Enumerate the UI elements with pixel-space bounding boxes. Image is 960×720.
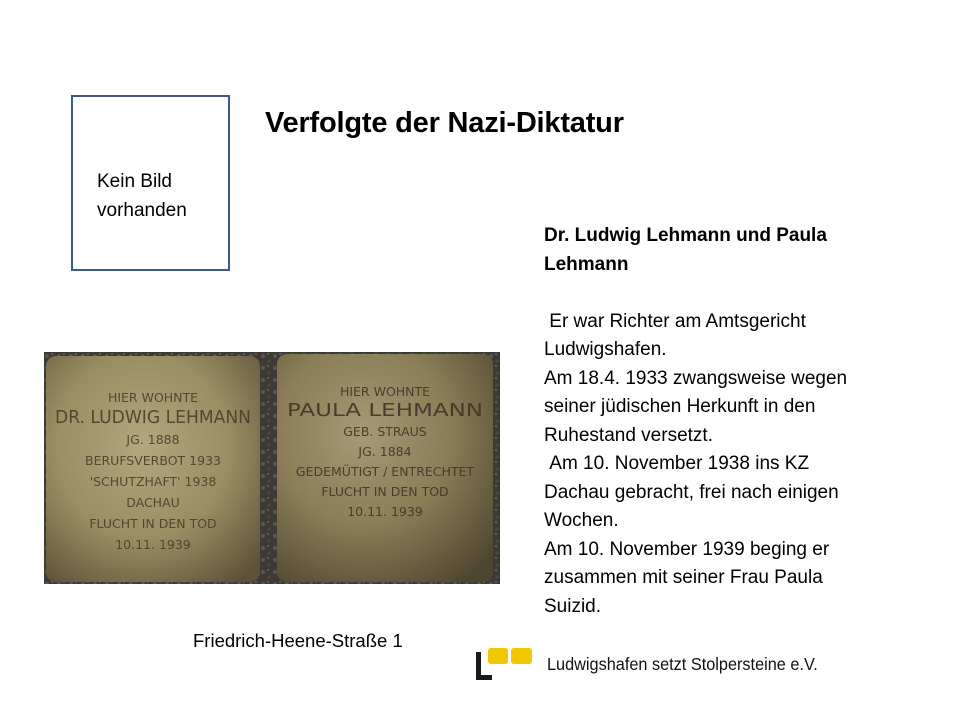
bio-line: Am 10. November 1939 beging er [544, 538, 830, 560]
stone-inscription-line: 'SCHUTZHAFT' 1938 [89, 474, 217, 489]
bio-line: Dachau gebracht, frei nach einigen [544, 481, 839, 503]
page-title: Verfolgte der Nazi-Diktatur [265, 107, 624, 139]
stone-inscription-line: JG. 1888 [126, 432, 180, 447]
bio-line: Ludwigshafen. [544, 339, 667, 360]
bio-line: Ruhestand versetzt. [544, 424, 713, 446]
bio-line: seiner jüdischen Herkunft in den [544, 396, 816, 417]
stolpersteine-image [44, 352, 500, 584]
placeholder-text [97, 167, 187, 225]
stone-inscription-line: DR. LUDWIG LEHMANN [55, 407, 251, 428]
bio-line: Am 10. November 1938 ins KZ [544, 453, 810, 474]
image-placeholder [71, 95, 230, 271]
biography-text [544, 222, 924, 621]
stone-inscription-line: FLUCHT IN DEN TOD [89, 516, 217, 531]
person-name-line-2: Lehmann [544, 253, 629, 275]
organization-name: Ludwigshafen setzt Stolpersteine e.V. [547, 654, 818, 674]
bio-line: Er war Richter am Amtsgericht [544, 310, 806, 332]
stone-inscription-line: DACHAU [126, 495, 180, 510]
stone-inscription-line: JG. 1884 [358, 444, 412, 459]
bio-line: Am 18.4. 1933 zwangsweise wegen [544, 367, 848, 389]
bio-line: Suizid. [544, 595, 602, 617]
placeholder-line-1: Kein Bild [97, 171, 172, 192]
stone-inscription-line: GEB. STRAUS [343, 424, 427, 439]
organization-logo [476, 646, 536, 682]
stone-inscription-line: FLUCHT IN DEN TOD [321, 484, 449, 499]
stone-inscription-line: PAULA LEHMANN [287, 400, 483, 421]
stone-inscription-line: HIER WOHNTE [107, 390, 199, 405]
stone-inscription-line: BERUFSVERBOT 1933 [85, 453, 221, 468]
bio-line: zusammen mit seiner Frau Paula [544, 567, 823, 588]
placeholder-line-2: vorhanden [97, 200, 187, 221]
address-caption: Friedrich-Heene-Straße 1 [193, 630, 403, 651]
bio-line: Wochen. [544, 510, 619, 531]
stolpersteine-photo [44, 352, 500, 584]
stone-inscription-line: 10.11. 1939 [115, 537, 191, 552]
stone-inscription-line: 10.11. 1939 [347, 504, 423, 519]
stone-inscription-line: GEDEMÜTIGT / ENTRECHTET [295, 464, 475, 479]
person-name-line-1: Dr. Ludwig Lehmann und Paula [544, 225, 827, 246]
stone-inscription-line: HIER WOHNTE [339, 384, 431, 399]
